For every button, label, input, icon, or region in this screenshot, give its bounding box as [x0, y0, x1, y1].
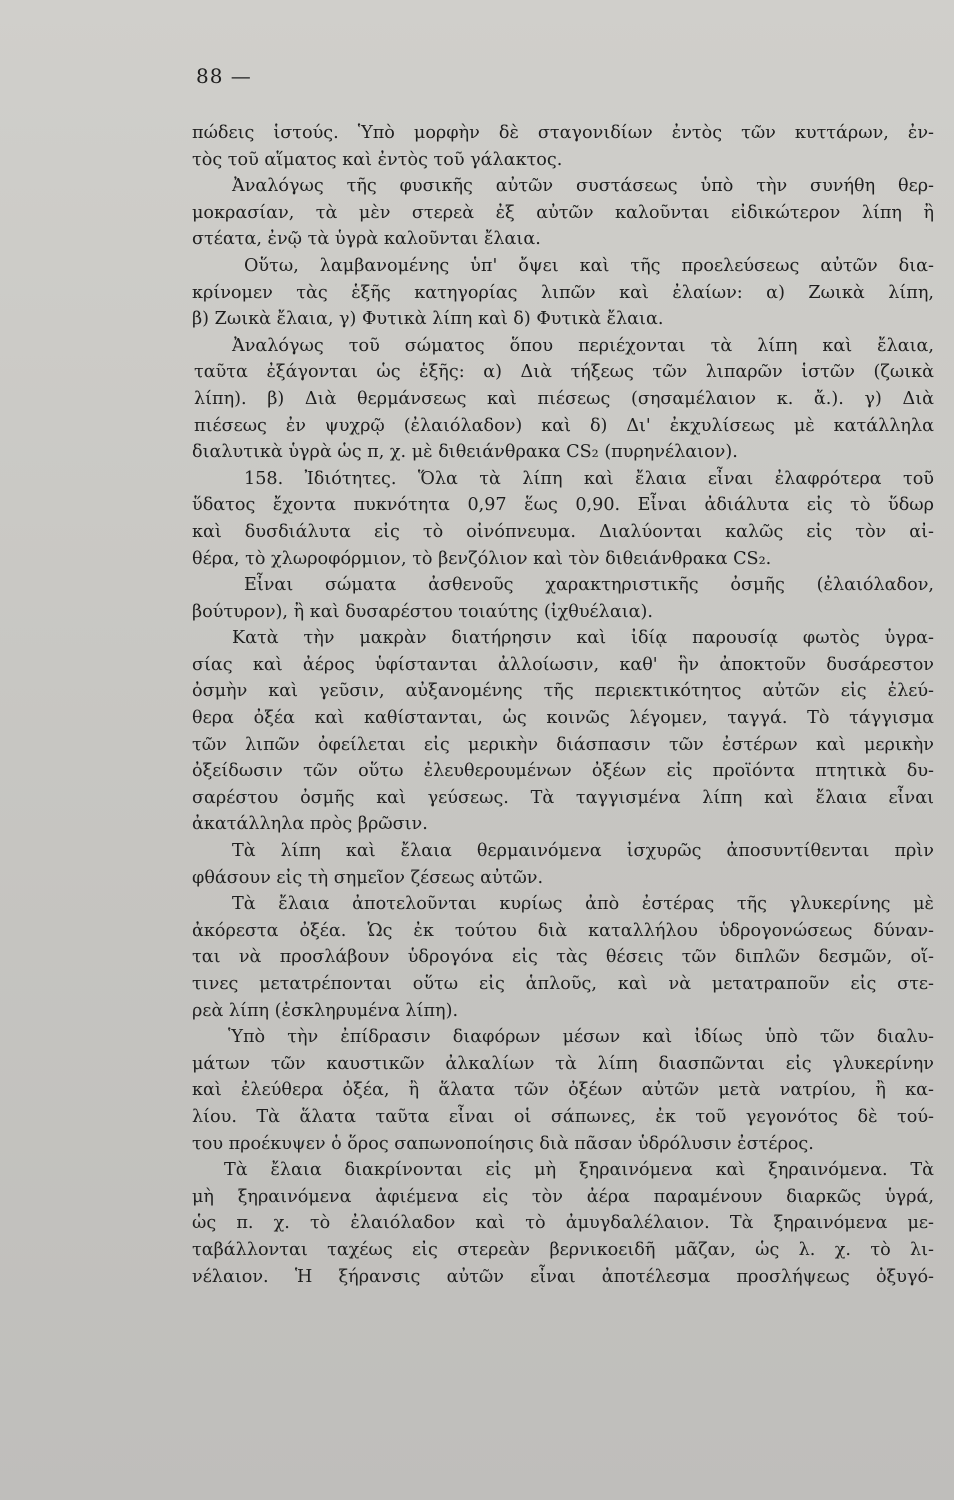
text-line: σαρέστου ὀσμῆς καὶ γεύσεως. Τὰ ταγγισμένα λίπη καὶ ἔλαια εἶναι: [192, 787, 934, 808]
text-line: ὀσμὴν καὶ γεῦσιν, αὐξανομένης τῆς περιεκτικότητος αὐτῶν εἰς ἐλεύ-: [192, 681, 934, 702]
text-line: στέατα, ἐνῷ τὰ ὑγρὰ καλοῦνται ἔλαια.: [192, 229, 541, 250]
text-line: λίου. Τὰ ἅλατα ταῦτα εἶναι οἱ σάπωνες, ἐκ τοῦ γεγονότος δὲ τού-: [192, 1106, 934, 1127]
text-line: τὸς τοῦ αἵματος καὶ ἐντὸς τοῦ γάλακτος.: [192, 149, 563, 170]
text-line: λίπη). β) Διὰ θερμάνσεως καὶ πιέσεως (σησαμέλαιον κ. ἄ.). γ) Διὰ: [194, 388, 934, 409]
text-line: τινες μετατρέπονται οὕτω εἰς ἁπλοῦς, καὶ νὰ μετατραποῦν εἰς στε-: [192, 974, 934, 994]
text-line: Εἶναι σώματα ἀσθενοῦς χαρακτηριστικῆς ὀσμῆς (ἐλαιόλαδον,: [244, 575, 934, 596]
text-line: ρεὰ λίπη (ἐσκληρυμένα λίπη).: [192, 1000, 459, 1021]
text-line: καὶ δυσδιάλυτα εἰς τὸ οἰνόπνευμα. Διαλύονται καλῶς εἰς τὸν αἰ-: [192, 521, 934, 542]
text-line: κρίνομεν τὰς ἑξῆς κατηγορίας λιπῶν καὶ ἐλαίων: α) Ζωικὰ λίπη,: [192, 282, 934, 303]
text-line: μὴ ξηραινόμενα ἀφιέμενα εἰς τὸν ἀέρα παραμένουν διαρκῶς ὑγρά,: [192, 1186, 934, 1207]
text-line: Ἀναλόγως τοῦ σώματος ὅπου περιέχονται τὰ λίπη καὶ ἔλαια,: [232, 335, 934, 356]
text-line: μάτων τῶν καυστικῶν ἀλκαλίων τὰ λίπη διασπῶνται εἰς γλυκερίνην: [192, 1053, 934, 1074]
text-line: ἀκατάλληλα πρὸς βρῶσιν.: [192, 814, 428, 835]
text-line: μοκρασίαν, τὰ μὲν στερεὰ ἐξ αὐτῶν καλοῦνται εἰδικώτερον λίπη ἢ: [192, 202, 934, 223]
page-number: 88 —: [196, 64, 252, 88]
text-line: ταβάλλονται ταχέως εἰς στερεὰν βερνικοειδῆ μᾶζαν, ὡς λ. χ. τὸ λι-: [192, 1239, 934, 1260]
text-line: Οὕτω, λαμβανομένης ὑπ' ὄψει καὶ τῆς προελεύσεως αὐτῶν δια-: [244, 255, 934, 276]
text-line: τῶν λιπῶν ὀφείλεται εἰς μερικὴν διάσπασιν τῶν ἐστέρων καὶ μερικὴν: [192, 734, 934, 755]
text-line: θερα ὀξέα καὶ καθίστανται, ὡς κοινῶς λέγομεν, ταγγά. Τὸ τάγγισμα: [192, 708, 934, 729]
text-line: Ὑπὸ τὴν ἐπίδρασιν διαφόρων μέσων καὶ ἰδίως ὑπὸ τῶν διαλυ-: [228, 1027, 934, 1048]
text-line: πιέσεως ἐν ψυχρῷ (ἐλαιόλαδον) καὶ δ) Δι' ἐκχυλίσεως μὲ κατάλληλα: [194, 415, 934, 436]
text-line: θέρα, τὸ χλωροφόρμιον, τὸ βενζόλιον καὶ τὸν διθειάνθρακα CS₂.: [192, 548, 772, 569]
text-line: ὀξείδωσιν τῶν οὕτω ἐλευθερουμένων ὀξέων εἰς προϊόντα πτητικὰ δυ-: [192, 761, 934, 782]
text-line: ταῦτα ἐξάγονται ὡς ἑξῆς: α) Διὰ τήξεως τῶν λιπαρῶν ἱστῶν (ζωικὰ: [194, 362, 934, 383]
text-line: Τὰ ἔλαια ἀποτελοῦνται κυρίως ἀπὸ ἐστέρας τῆς γλυκερίνης μὲ: [232, 894, 934, 915]
text-line: Ἀναλόγως τῆς φυσικῆς αὐτῶν συστάσεως ὑπὸ τὴν συνήθη θερ-: [232, 176, 934, 197]
text-line: ὡς π. χ. τὸ ἐλαιόλαδον καὶ τὸ ἀμυγδαλέλαιον. Τὰ ξηραινόμενα με-: [192, 1213, 934, 1234]
text-line: πώδεις ἱστούς. Ὑπὸ μορφὴν δὲ σταγονιδίων ἐντὸς τῶν κυττάρων, ἐν-: [192, 123, 934, 143]
text-line: ται νὰ προσλάβουν ὑδρογόνα εἰς τὰς θέσεις τῶν διπλῶν δεσμῶν, οἵ-: [192, 947, 934, 968]
text-line: σίας καὶ ἀέρος ὑφίστανται ἀλλοίωσιν, καθ' ἣν ἀποκτοῦν δυσάρεστον: [192, 654, 934, 675]
text-line: νέλαιον. Ἡ ξήρανσις αὐτῶν εἶναι ἀποτέλεσμα προσλήψεως ὀξυγό-: [192, 1266, 934, 1287]
text-line: β) Ζωικὰ ἔλαια, γ) Φυτικὰ λίπη καὶ δ) Φυτικὰ ἔλαια.: [192, 309, 664, 330]
text-line: ὕδατος ἔχοντα πυκνότητα 0,97 ἕως 0,90. Εἶναι ἀδιάλυτα εἰς τὸ ὕδωρ: [192, 495, 934, 516]
text-line: ἀκόρεστα ὀξέα. Ὡς ἐκ τούτου διὰ καταλλήλου ὑδρογονώσεως δύναν-: [192, 920, 934, 941]
text-line: διαλυτικὰ ὑγρὰ ὡς π, χ. μὲ διθειάνθρακα CS₂ (πυρηνέλαιον).: [192, 442, 738, 463]
text-line: Τὰ λίπη καὶ ἔλαια θερμαινόμενα ἰσχυρῶς ἀποσυντίθενται πρὶν: [232, 841, 934, 862]
text-line: φθάσουν εἰς τὴ σημεῖον ζέσεως αὐτῶν.: [192, 867, 544, 888]
text-line: καὶ ἐλεύθερα ὀξέα, ἢ ἅλατα τῶν ὀξέων αὐτῶν μετὰ νατρίου, ἢ κα-: [192, 1080, 934, 1101]
text-line: 158. Ἰδιότητες. Ὅλα τὰ λίπη καὶ ἔλαια εἶναι ἐλαφρότερα τοῦ: [244, 468, 934, 489]
text-line: Τὰ ἔλαια διακρίνονται εἰς μὴ ξηραινόμενα καὶ ξηραινόμενα. Τὰ: [224, 1160, 934, 1181]
text-line: βούτυρον), ἢ καὶ δυσαρέστου τοιαύτης (ἰχθυέλαια).: [192, 601, 653, 622]
text-line: Κατὰ τὴν μακρὰν διατήρησιν καὶ ἰδίᾳ παρουσίᾳ φωτὸς ὑγρα-: [232, 628, 934, 649]
body-text: [172, 120, 934, 1290]
text-line: του προέκυψεν ὁ ὅρος σαπωνοποίησις διὰ πᾶσαν ὑδρόλυσιν ἐστέρος.: [192, 1133, 814, 1154]
